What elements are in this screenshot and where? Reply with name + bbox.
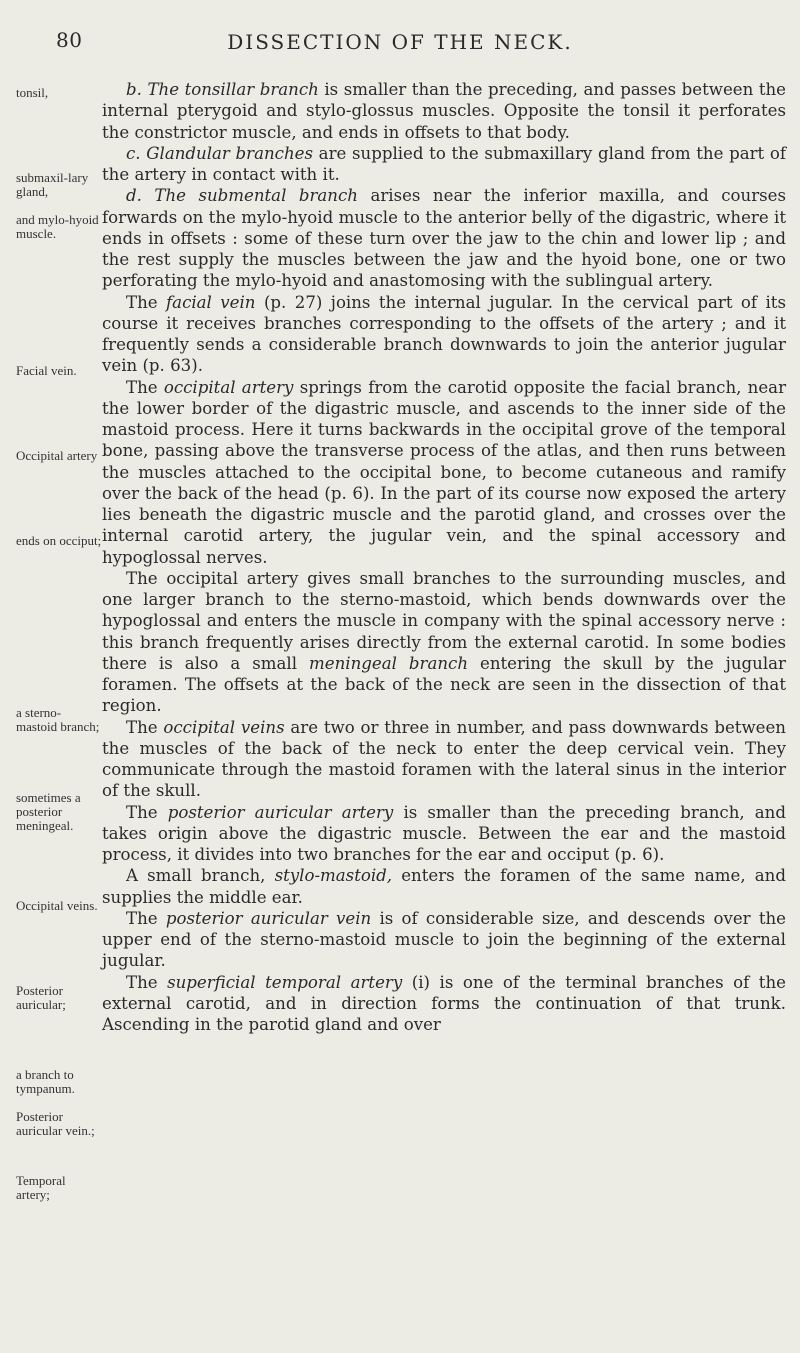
paragraph-stylo-mastoid <box>102 865 786 908</box>
paragraph-pre: The <box>126 377 158 397</box>
paragraph-superficial-temporal-artery <box>102 972 786 1036</box>
paragraph-term: The submental branch <box>154 186 358 206</box>
paragraph-term: superficial temporal artery <box>167 972 403 992</box>
paragraph-pre: The <box>126 908 158 928</box>
paragraph-facial-vein <box>102 292 786 377</box>
paragraph-term: Glandular branches <box>146 143 313 163</box>
paragraph-label: b. <box>126 80 142 99</box>
paragraph-occipital-veins <box>102 717 786 802</box>
margin-note: tonsil, <box>16 85 49 100</box>
paragraph-pre: The <box>126 717 158 737</box>
paragraph-text: is of considerable size, and descends over the upper end of the sterno-mastoid muscle to join the beginning of the external jugular. <box>102 908 786 971</box>
paragraph-text: enters the foramen of the same name, and supplies the middle ear. <box>102 866 786 907</box>
margin-note: a sterno-mastoid branch; <box>16 705 100 734</box>
paragraph-posterior-auricular-vein <box>102 908 786 972</box>
paragraph-text: arises near the inferior maxilla, and courses forwards on the mylo-hyoid muscle to the anterior belly of the digastric, where it ends in offsets : some of these turn over the jaw to the chin and lower lip ; and the rest supply the muscles between the jaw and the hyoid bone, one or two perforating the mylo-hyoid and anastomosing with the sublingual artery. <box>102 186 786 291</box>
margin-note: Occipital artery <box>16 448 98 463</box>
page-number: 80 <box>56 28 83 52</box>
margin-note: ends on occiput; <box>16 533 102 548</box>
paragraph-occipital-artery <box>102 377 786 568</box>
paragraph-text: is smaller than the preceding branch, and takes origin above the digastric muscle. Between the ear and the mastoid process, it divides into two branches for the ear and occiput (p. 6). <box>102 802 786 864</box>
margin-note: sometimes a posterior meningeal. <box>16 790 81 833</box>
paragraph-term: posterior auricular artery <box>167 802 394 822</box>
margin-note: Posterior auricular vein.; <box>16 1109 95 1138</box>
paragraph-term: meningeal branch <box>309 653 469 673</box>
paragraph-tonsillar-branch <box>102 79 786 143</box>
paragraph-submental-branch <box>102 185 786 291</box>
running-head: DISSECTION OF THE NECK. <box>227 30 573 54</box>
paragraph-occipital-branches <box>102 568 786 717</box>
paragraph-text: is smaller than the preceding, and passes between the internal pterygoid and stylo-glossus muscles. Opposite the tonsil it perforates the constrictor muscle, and ends in offsets to that body. <box>102 80 787 142</box>
paragraph-term: The tonsillar branch <box>147 80 319 99</box>
margin-note: submaxil-lary gland, <box>16 170 89 199</box>
paragraph-term: occipital artery <box>163 377 294 397</box>
paragraph-term: posterior auricular vein <box>165 908 372 928</box>
paragraph-pre: The <box>126 802 158 822</box>
margin-note: and mylo-hyoid muscle. <box>16 212 99 241</box>
margin-note: Temporal artery; <box>16 1173 66 1202</box>
paragraph-pre: A small branch, <box>126 866 266 886</box>
paragraph-label: d. <box>126 186 142 206</box>
paragraph-text: are supplied to the submaxillary gland from the part of the artery in contact with it. <box>102 143 787 184</box>
margin-note: Facial vein. <box>16 363 77 378</box>
margin-note: a branch to tympanum. <box>16 1067 75 1096</box>
paragraph-post: entering the skull by the jugular foramen. The offsets at the back of the neck are seen in the dissection of that region. <box>102 653 786 716</box>
body-text <box>102 79 786 1035</box>
paragraph-text: (p. 27) joins the internal jugular. In the cervical part of its course it receives branches corresponding to the offsets of the artery ; and it frequently sends a considerable branch downwards to join the anterior jugular vein (p. 63). <box>102 292 786 376</box>
paragraph-term: facial vein <box>166 292 256 312</box>
paragraph-text: (i) is one of the terminal branches of the external carotid, and in direction forms the continuation of that trunk. Ascending in the parotid gland and over <box>102 972 786 1034</box>
paragraph-term: occipital veins <box>163 717 285 737</box>
paragraph-posterior-auricular-artery <box>102 802 786 866</box>
paragraph-text: springs from the carotid opposite the facial branch, near the lower border of the digastric muscle, and ascends to the inner side of the mastoid process. Here it turns backwards in the occipital grove of the temporal bone, passing above the transverse process of the atlas, and then runs between the muscles attached to the occipital bone, to become cutaneous and ramify over the back of the head (p. 6). In the part of its course now exposed the artery lies beneath the digastric muscle and the parotid gland, and crosses over the internal carotid artery, the jugular vein, and the spinal accessory and hypoglossal nerves. <box>102 377 787 567</box>
paragraph-term: stylo-mastoid, <box>274 866 393 886</box>
paragraph-text: The occipital artery gives small branches to the surrounding muscles, and one larger branch to the sterno-mastoid, which bends downwards over the hypoglossal and enters the muscle in company with the spinal accessory nerve : this branch frequently arises directly from the external carotid. In some bodies there is also a small <box>102 568 786 673</box>
margin-note: Posterior auricular; <box>16 983 66 1012</box>
paragraph-pre: The <box>126 292 158 312</box>
paragraph-label: c. <box>126 143 141 163</box>
paragraph-glandular-branches <box>102 143 786 186</box>
paragraph-pre: The <box>126 972 158 992</box>
paragraph-text: are two or three in number, and pass downwards between the muscles of the back of the neck to enter the deep cervical vein. They communicate through the mastoid foramen with the lateral sinus in the interior of the skull. <box>102 717 786 801</box>
margin-note: Occipital veins. <box>16 898 98 913</box>
